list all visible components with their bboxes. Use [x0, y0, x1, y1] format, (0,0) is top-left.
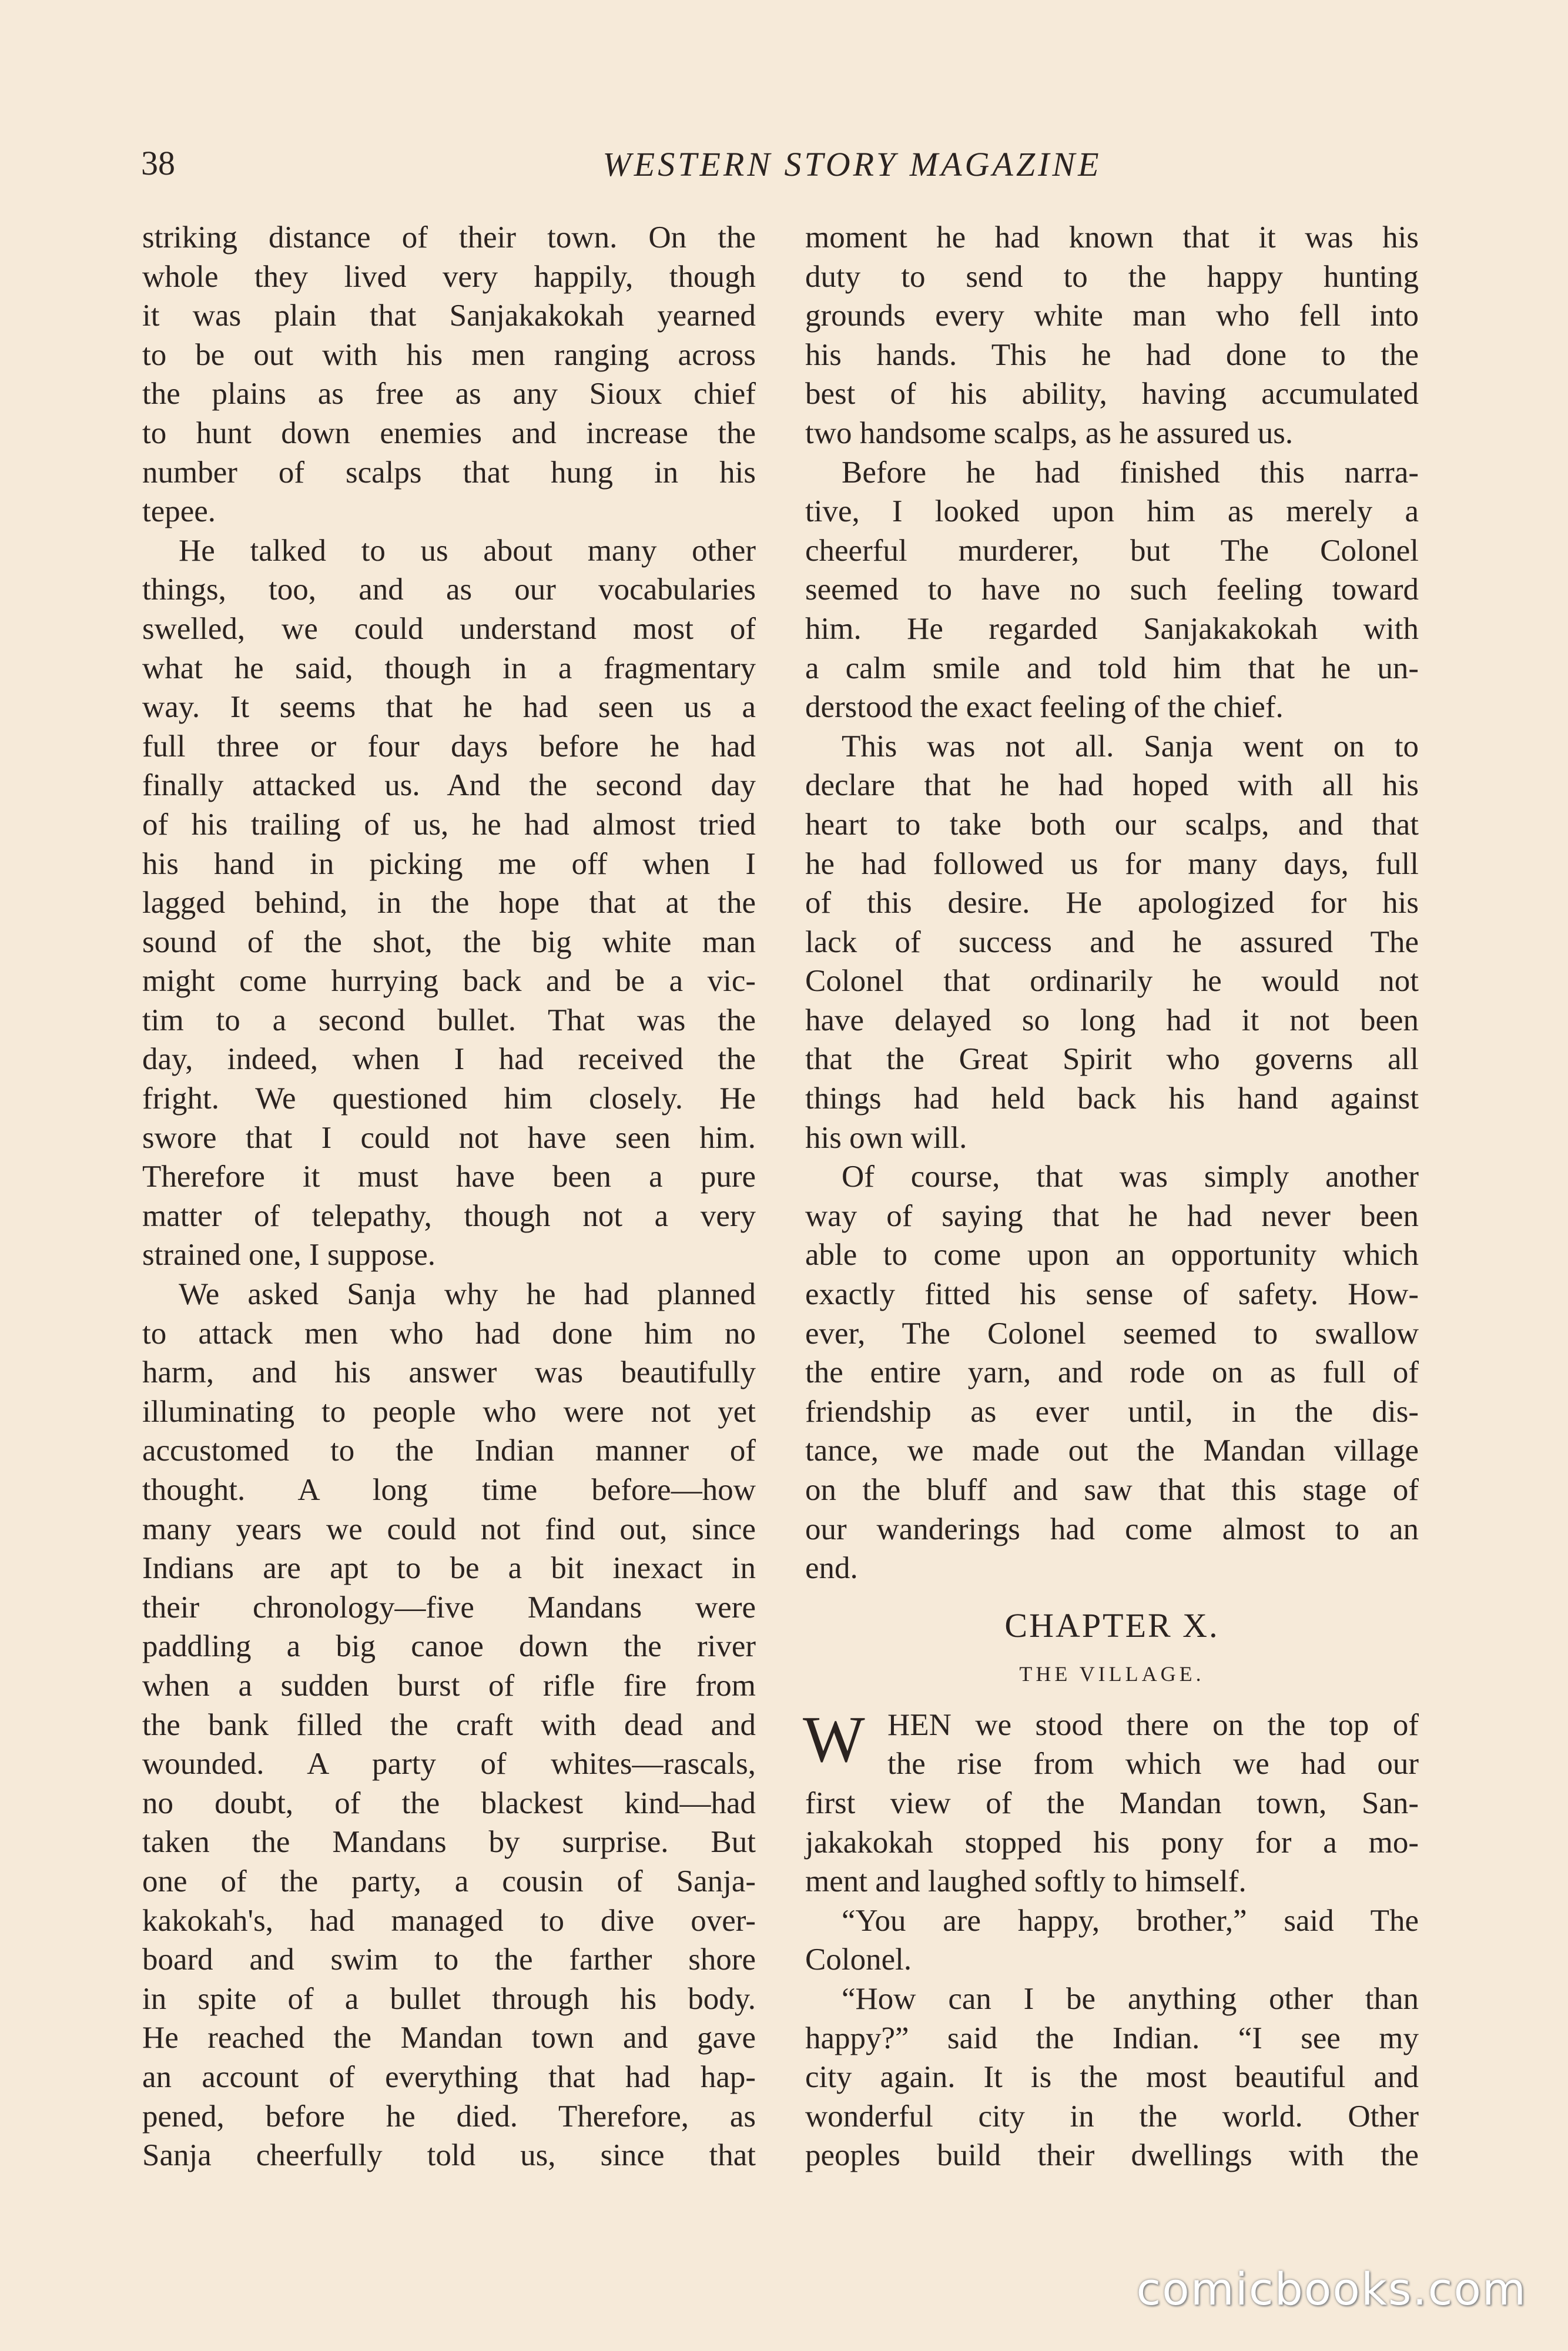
text-line: many years we could not find out, since	[142, 1512, 756, 1546]
text-line: on the bluff and saw that this stage of	[805, 1473, 1419, 1507]
text-line: kakokah's, had managed to dive over-	[142, 1903, 756, 1938]
text-line: moment he had known that it was his	[805, 220, 1419, 254]
watermark: comicbooks.com	[1136, 2263, 1527, 2315]
running-head: WESTERN STORY MAGAZINE	[602, 145, 1102, 183]
text-line: his own will.	[805, 1120, 967, 1155]
text-line: Indians are apt to be a bit inexact in	[142, 1551, 756, 1586]
text-line: taken the Mandans by surprise. But	[142, 1825, 756, 1860]
text-line: He reached the Mandan town and gave	[142, 2021, 756, 2055]
text-line: board and swim to the farther shore	[142, 1943, 756, 1977]
text-line: best of his ability, having accumulated	[805, 377, 1419, 411]
text-line: him. He regarded Sanjakakokah with	[805, 611, 1419, 646]
text-line: his hand in picking me off when I	[142, 846, 756, 881]
text-line: no doubt, of the blackest kind—had	[142, 1786, 756, 1820]
text-line: to attack men who had done him no	[142, 1316, 756, 1351]
text-line: wounded. A party of whites—rascals,	[142, 1747, 756, 1781]
text-line: a calm smile and told him that he un-	[805, 651, 1419, 685]
text-line: declare that he had hoped with all his	[805, 768, 1419, 803]
text-line: city again. It is the most beautiful and	[805, 2060, 1419, 2095]
text-line: He talked to us about many other	[179, 533, 756, 568]
text-line: one of the party, a cousin of Sanja-	[142, 1864, 756, 1898]
drop-cap: W	[803, 1703, 865, 1776]
chapter-subtitle: THE VILLAGE.	[1019, 1662, 1205, 1686]
text-line: Colonel.	[805, 1943, 912, 1977]
text-line: striking distance of their town. On the	[142, 220, 756, 254]
text-line: he had followed us for many days, full	[805, 846, 1419, 881]
text-line: first view of the Mandan town, San-	[805, 1786, 1419, 1820]
text-line: thought. A long time before—how	[142, 1473, 756, 1507]
text-line: We asked Sanja why he had planned	[179, 1277, 756, 1312]
text-line: HEN we stood there on the top of	[887, 1707, 1419, 1742]
text-line: “You are happy, brother,” said The	[842, 1903, 1419, 1938]
text-line: in spite of a bullet through his body.	[142, 1981, 756, 2016]
text-line: full three or four days before he had	[142, 729, 756, 763]
text-line: jakakokah stopped his pony for a mo-	[805, 1825, 1419, 1860]
text-line: Sanja cheerfully told us, since that	[142, 2138, 756, 2173]
text-line: tance, we made out the Mandan village	[805, 1434, 1419, 1468]
text-line: Of course, that was simply another	[842, 1160, 1419, 1194]
text-line: what he said, though in a fragmentary	[142, 651, 756, 685]
text-line: derstood the exact feeling of the chief.	[805, 690, 1284, 725]
text-line: Colonel that ordinarily he would not	[805, 964, 1419, 999]
chapter-opening	[803, 1703, 1419, 1784]
text-line: things, too, and as our vocabularies	[142, 572, 756, 607]
text-line: heart to take both our scalps, and that	[805, 807, 1419, 842]
text-line: harm, and his answer was beautifully	[142, 1355, 756, 1390]
text-line: that the Great Spirit who governs all	[805, 1042, 1419, 1077]
text-line: wonderful city in the world. Other	[805, 2099, 1419, 2134]
text-line: accustomed to the Indian manner of	[142, 1434, 756, 1468]
text-line: pened, before he died. Therefore, as	[142, 2099, 756, 2134]
text-line: lagged behind, in the hope that at the	[142, 886, 756, 920]
text-line: the plains as free as any Sioux chief	[142, 377, 756, 411]
chapter-title: CHAPTER X.	[1004, 1606, 1219, 1645]
text-line: tive, I looked upon him as merely a	[805, 494, 1419, 529]
text-line: seemed to have no such feeling toward	[805, 572, 1419, 607]
text-line: have delayed so long had it not been	[805, 1003, 1419, 1037]
text-line: of this desire. He apologized for his	[805, 886, 1419, 920]
text-line: to be out with his men ranging across	[142, 337, 756, 372]
text-line: number of scalps that hung in his	[142, 455, 756, 490]
text-line: “How can I be anything other than	[842, 1981, 1419, 2016]
text-line: the bank filled the craft with dead and	[142, 1707, 756, 1742]
text-line: able to come upon an opportunity which	[805, 1238, 1419, 1272]
text-line: things had held back his hand against	[805, 1081, 1419, 1116]
text-line: matter of telepathy, though not a very	[142, 1198, 756, 1233]
text-line: Before he had finished this narra-	[842, 455, 1419, 490]
text-line: when a sudden burst of rifle fire from	[142, 1668, 756, 1703]
text-line: whole they lived very happily, though	[142, 259, 756, 294]
text-line: This was not all. Sanja went on to	[842, 729, 1419, 763]
text-line: exactly fitted his sense of safety. How-	[805, 1277, 1419, 1312]
text-line: peoples build their dwellings with the	[805, 2138, 1419, 2173]
text-line: illuminating to people who were not yet	[142, 1394, 756, 1429]
text-line: to hunt down enemies and increase the	[142, 416, 756, 450]
text-line: his hands. This he had done to the	[805, 337, 1419, 372]
text-line: lack of success and he assured The	[805, 925, 1419, 959]
text-line: an account of everything that had hap-	[142, 2059, 756, 2094]
text-line: tim to a second bullet. That was the	[142, 1003, 756, 1037]
text-line: cheerful murderer, but The Colonel	[805, 533, 1419, 568]
text-line: our wanderings had come almost to an	[805, 1512, 1419, 1546]
text-line: grounds every white man who fell into	[805, 299, 1419, 333]
text-line: duty to send to the happy hunting	[805, 259, 1419, 294]
text-line: strained one, I suppose.	[142, 1238, 435, 1272]
text-line: the entire yarn, and rode on as full of	[805, 1355, 1419, 1390]
text-line: might come hurrying back and be a vic-	[142, 964, 756, 999]
text-line: swore that I could not have seen him.	[142, 1120, 756, 1155]
text-line: of his trailing of us, he had almost tried	[142, 807, 756, 842]
page-number: 38	[141, 144, 175, 182]
text-line: friendship as ever until, in the dis-	[805, 1394, 1419, 1429]
text-line: tepee.	[142, 494, 216, 529]
text-line: way. It seems that he had seen us a	[142, 690, 756, 725]
text-line: ever, The Colonel seemed to swallow	[805, 1316, 1419, 1351]
text-line: end.	[805, 1551, 858, 1586]
text-line: Therefore it must have been a pure	[142, 1160, 756, 1194]
text-line: it was plain that Sanjakakokah yearned	[142, 299, 756, 333]
text-line: fright. We questioned him closely. He	[142, 1081, 756, 1116]
text-line: swelled, we could understand most of	[142, 611, 756, 646]
text-line: way of saying that he had never been	[805, 1198, 1419, 1233]
text-line: finally attacked us. And the second day	[142, 768, 756, 803]
text-line: paddling a big canoe down the river	[142, 1629, 756, 1664]
right-column	[805, 218, 1419, 2175]
text-line: two handsome scalps, as he assured us.	[805, 416, 1294, 450]
text-line: happy?” said the Indian. “I see my	[805, 2021, 1419, 2055]
text-line: ment and laughed softly to himself.	[805, 1864, 1247, 1899]
left-column	[142, 218, 756, 2175]
text-line: day, indeed, when I had received the	[142, 1042, 756, 1077]
text-line: the rise from which we had our	[887, 1747, 1419, 1781]
text-line: sound of the shot, the big white man	[142, 925, 756, 959]
text-line: their chronology—five Mandans were	[142, 1590, 756, 1625]
